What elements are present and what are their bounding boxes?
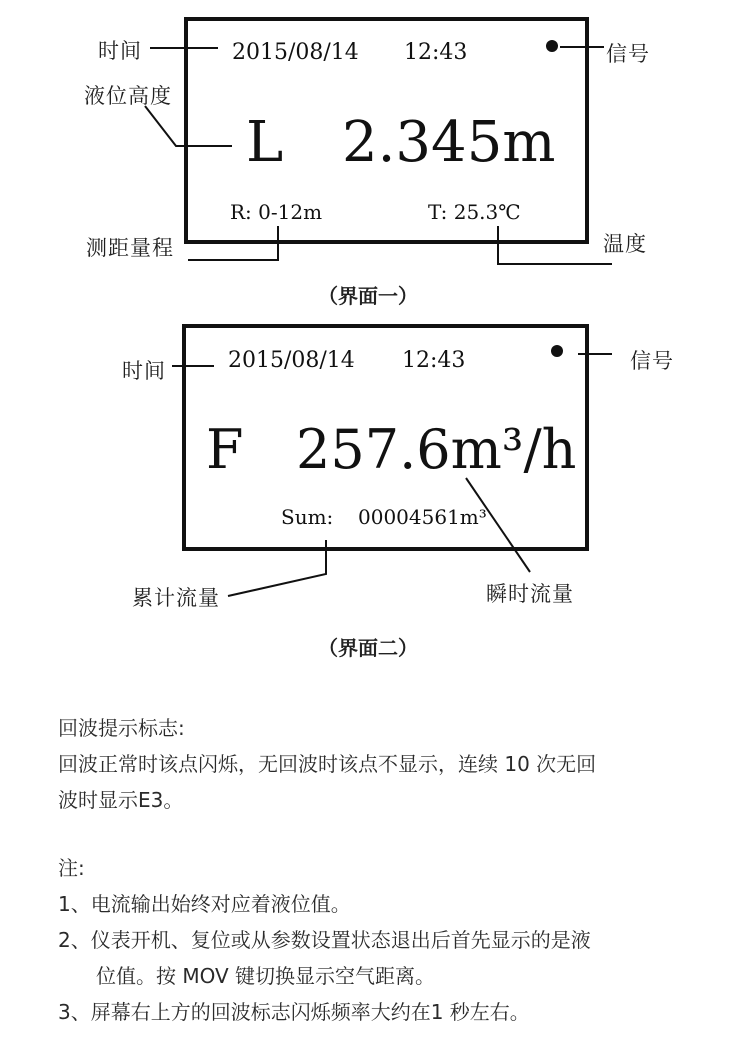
note-2b: 位值。按 MOV 键切换显示空气距离。	[96, 964, 436, 988]
screen2-time: 12:43	[402, 348, 466, 373]
label-signal-2: 信号	[630, 349, 674, 373]
screen1-date: 2015/08/14	[232, 40, 359, 65]
leader-total	[228, 540, 326, 596]
screen1-temp: T: 25.3℃	[428, 200, 521, 224]
label-signal-1: 信号	[606, 42, 650, 66]
note-3: 3、屏幕右上方的回波标志闪烁频率大约在1 秒左右。	[58, 1000, 530, 1024]
screen2-value: 257.6m³/h	[296, 418, 577, 481]
note-1: 1、电流输出始终对应着液位值。	[58, 892, 351, 916]
screen2-mode: F	[206, 418, 244, 481]
label-instant-flow: 瞬时流量	[486, 582, 574, 606]
leader-instant	[466, 478, 530, 572]
leader-temp	[498, 226, 612, 264]
note-2a: 2、仪表开机、复位或从参数设置状态退出后首先显示的是液	[58, 928, 591, 952]
label-range: 测距量程	[86, 236, 174, 260]
label-temperature: 温度	[603, 232, 647, 256]
screen1-time: 12:43	[404, 40, 468, 65]
screen2-sum-label: Sum:	[281, 505, 334, 529]
caption-screen-1: （界面一）	[318, 284, 418, 308]
screen1-mode: L	[246, 110, 284, 175]
echo-line-1: 回波正常时该点闪烁，无回波时该点不显示，连续 10 次无回	[58, 752, 597, 776]
label-total-flow: 累计流量	[132, 586, 220, 610]
label-level-height: 液位高度	[84, 84, 172, 108]
echo-line-2: 波时显示E3。	[58, 788, 184, 812]
note-title: 注:	[58, 856, 85, 880]
screen1-range: R: 0-12m	[230, 200, 323, 224]
screen1-value: 2.345m	[342, 110, 556, 175]
label-time-1: 时间	[98, 39, 142, 63]
echo-title: 回波提示标志:	[58, 716, 185, 740]
leader-level	[145, 106, 232, 146]
label-time-2: 时间	[122, 359, 166, 383]
leader-range	[188, 226, 278, 260]
caption-screen-2: （界面二）	[318, 636, 418, 660]
screen2-sum-value: 00004561m³	[358, 505, 487, 529]
screen2-date: 2015/08/14	[228, 348, 355, 373]
